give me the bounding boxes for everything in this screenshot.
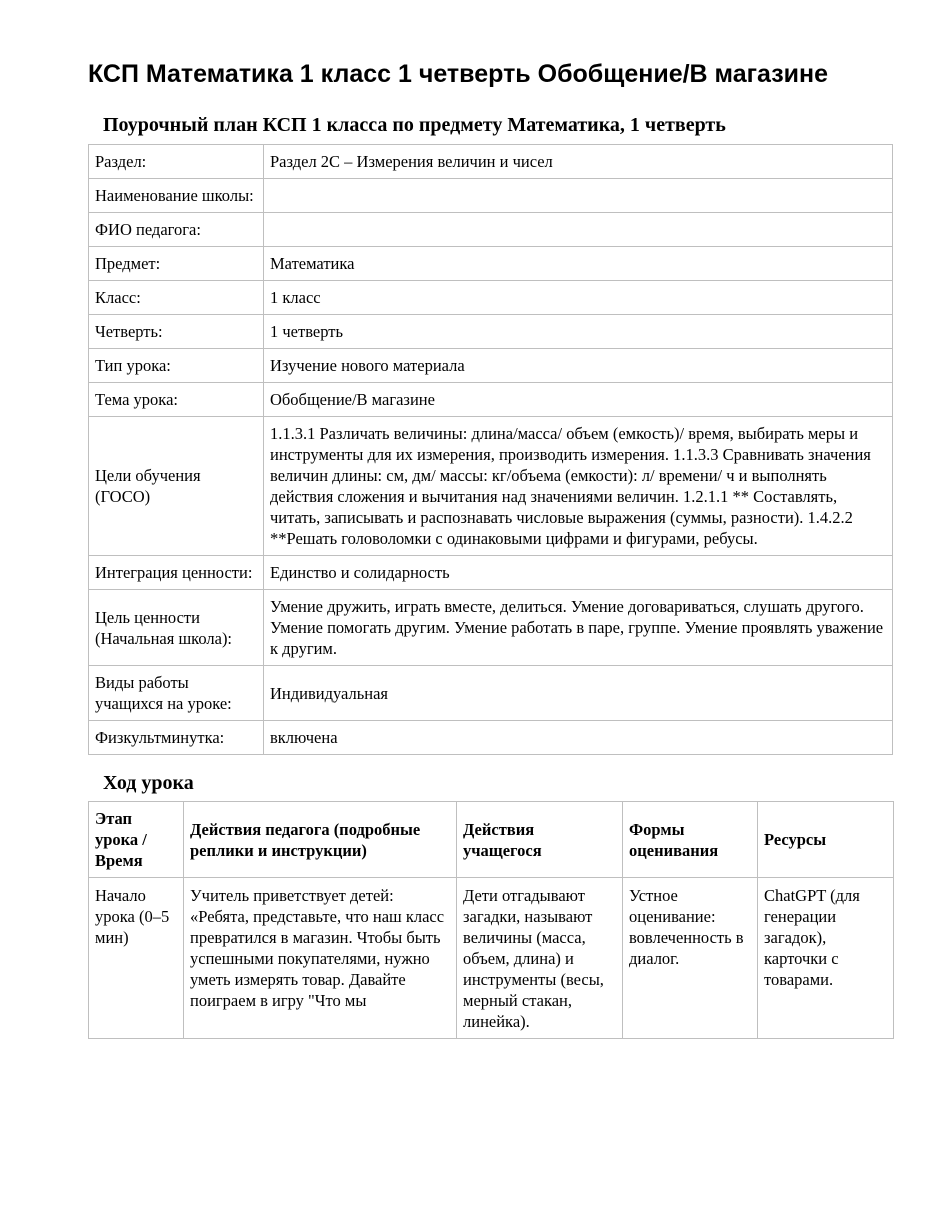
- column-header: Ресурсы: [758, 802, 894, 878]
- info-label: Цель ценности (Начальная школа):: [89, 590, 264, 666]
- info-label: Физкультминутка:: [89, 721, 264, 755]
- progress-heading: Ход урока: [103, 772, 194, 794]
- info-value: Единство и солидарность: [264, 556, 893, 590]
- table-cell: Устное оценивание: вовлеченность в диалог.: [623, 878, 758, 1039]
- info-value: Математика: [264, 247, 893, 281]
- document-page: [88, 58, 893, 1039]
- info-row: [89, 213, 893, 247]
- info-row: [89, 281, 893, 315]
- info-label: Класс:: [89, 281, 264, 315]
- column-header: Этап урока / Время: [89, 802, 184, 878]
- info-label: Предмет:: [89, 247, 264, 281]
- table-cell: Учитель приветствует детей: «Ребята, представьте, что наш класс превратился в магазин. Чтобы быть успешными покупателями, нужно уметь измерять товар. Давайте поиграем в игру "Что мы: [184, 878, 457, 1039]
- info-row: [89, 247, 893, 281]
- info-row: [89, 383, 893, 417]
- lesson-info-table: [88, 144, 893, 755]
- info-value: 1 класс: [264, 281, 893, 315]
- document-title: КСП Математика 1 класс 1 четверть Обобщение/В магазине: [88, 60, 829, 88]
- info-row: [89, 315, 893, 349]
- info-row: [89, 349, 893, 383]
- table-cell: Дети отгадывают загадки, называют величины (масса, объем, длина) и инструменты (весы, мерный стакан, линейка).: [457, 878, 623, 1039]
- info-label: Цели обучения (ГОСО): [89, 417, 264, 556]
- column-header: Действия педагога (подробные реплики и инструкции): [184, 802, 457, 878]
- info-value: 1 четверть: [264, 315, 893, 349]
- table-row: [89, 878, 894, 1039]
- info-label: Виды работы учащихся на уроке:: [89, 666, 264, 721]
- info-value: [264, 179, 893, 213]
- info-row: [89, 417, 893, 556]
- info-label: ФИО педагога:: [89, 213, 264, 247]
- info-label: Наименование школы:: [89, 179, 264, 213]
- info-value: Раздел 2С – Измерения величин и чисел: [264, 145, 893, 179]
- info-row: [89, 145, 893, 179]
- info-value: Индивидуальная: [264, 666, 893, 721]
- column-header: Действия учащегося: [457, 802, 623, 878]
- info-label: Четверть:: [89, 315, 264, 349]
- info-value: Обобщение/В магазине: [264, 383, 893, 417]
- info-row: [89, 590, 893, 666]
- info-value: Изучение нового материала: [264, 349, 893, 383]
- info-row: [89, 666, 893, 721]
- info-value: Умение дружить, играть вместе, делиться. Умение договариваться, слушать другого. Умение помогать другим. Умение работать в паре, группе. Умение проявлять уважение к другим.: [264, 590, 893, 666]
- info-label: Интеграция ценности:: [89, 556, 264, 590]
- info-row: [89, 556, 893, 590]
- info-value: включена: [264, 721, 893, 755]
- column-header: Формы оценивания: [623, 802, 758, 878]
- info-label: Тема урока:: [89, 383, 264, 417]
- info-value: 1.1.3.1 Различать величины: длина/масса/ объем (емкость)/ время, выбирать меры и инструменты для их измерения, производить измерения. 1.1.3.3 Сравнивать значения величин длины: см, дм/ массы: кг/объема (емкости): л/ времени/ ч и выполнять действия сложения и вычитания над значениями величин. 1.2.1.1 ** Составлять, читать, записывать и распознавать числовые выражения (суммы, разности). 1.4.2.2 **Решать головоломки с одинаковыми цифрами и фигурами, ребусы.: [264, 417, 893, 556]
- table-cell: Начало урока (0–5 мин): [89, 878, 184, 1039]
- info-value: [264, 213, 893, 247]
- table-cell: ChatGPT (для генерации загадок), карточки с товарами.: [758, 878, 894, 1039]
- plan-heading: Поурочный план КСП 1 класса по предмету Математика, 1 четверть: [103, 114, 726, 136]
- info-label: Тип урока:: [89, 349, 264, 383]
- lesson-progress-table: [88, 801, 894, 1039]
- info-label: Раздел:: [89, 145, 264, 179]
- info-row: [89, 179, 893, 213]
- info-row: [89, 721, 893, 755]
